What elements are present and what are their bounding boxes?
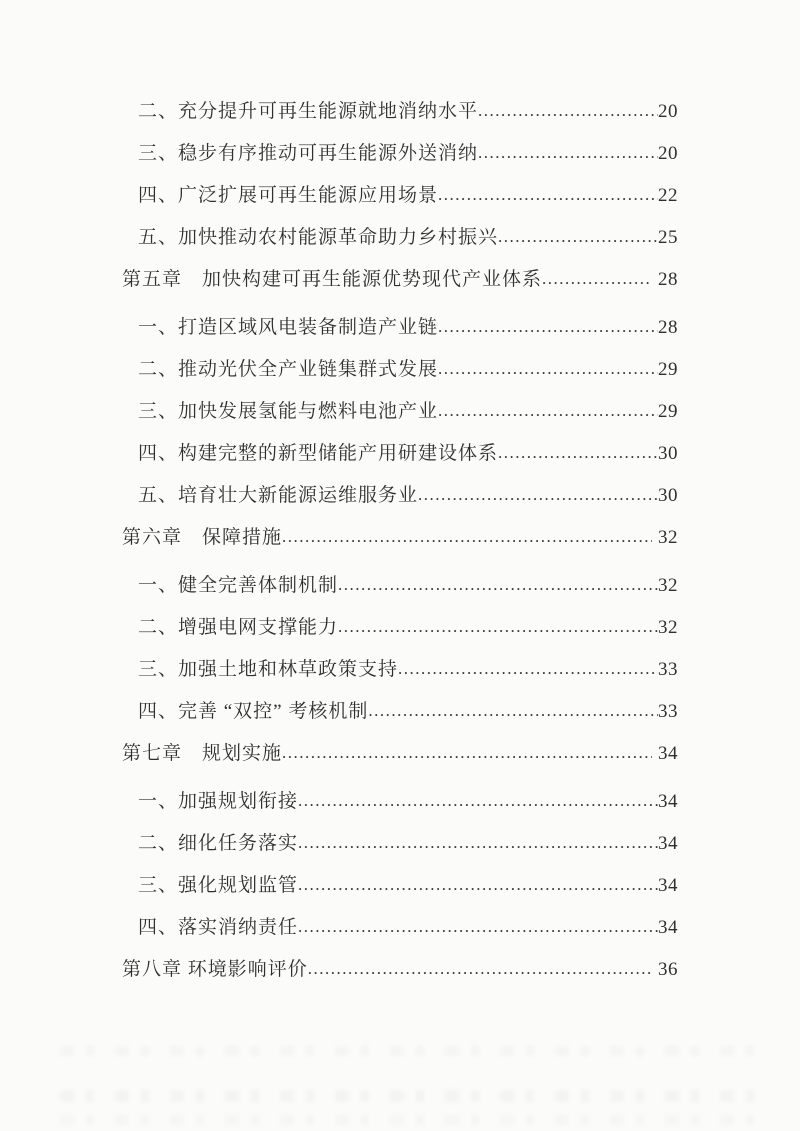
dot-leader (438, 316, 658, 338)
dot-leader (298, 874, 658, 896)
toc-entry-title: 五、培育壮大新能源运维服务业 (138, 485, 419, 506)
toc-entry-chapter (122, 527, 678, 549)
toc-entry-title: 四、广泛扩展可再生能源应用场景 (138, 185, 439, 206)
dot-leader (478, 100, 658, 122)
toc-entry-title: 一、健全完善体制机制 (138, 575, 339, 596)
dot-leader (368, 700, 658, 722)
toc-entry (122, 185, 678, 207)
dot-leader (438, 400, 658, 422)
toc-entry (122, 833, 678, 855)
toc-entry (122, 359, 678, 381)
dot-leader (398, 658, 658, 680)
toc-page-number: 33 (658, 659, 678, 680)
toc-entry-title: 四、构建完整的新型储能产用研建设体系 (138, 443, 499, 464)
toc-entry (122, 917, 678, 939)
toc-page-number: 20 (658, 143, 678, 164)
toc-page-number: 34 (658, 791, 678, 812)
toc-entry (122, 485, 678, 507)
toc-entry (122, 401, 678, 423)
dot-leader (298, 916, 658, 938)
toc-page-number: 36 (658, 959, 678, 980)
toc-page-number: 30 (658, 443, 678, 464)
table-of-contents (122, 101, 678, 1007)
toc-page-number: 34 (658, 917, 678, 938)
toc-entry-title: 四、完善 “双控” 考核机制 (138, 701, 369, 722)
toc-entry-title: 二、增强电网支撑能力 (138, 617, 339, 638)
toc-entry-title: 一、打造区域风电装备制造产业链 (138, 317, 439, 338)
toc-entry-title: 二、细化任务落实 (138, 833, 299, 854)
toc-page-number: 28 (658, 317, 678, 338)
toc-entry (122, 659, 678, 681)
toc-entry (122, 143, 678, 165)
toc-entry-title: 二、充分提升可再生能源就地消纳水平 (138, 101, 479, 122)
dot-leader (338, 574, 658, 596)
toc-page-number: 34 (658, 833, 678, 854)
toc-page-number: 28 (658, 269, 678, 290)
toc-entry (122, 443, 678, 465)
toc-entry-chapter (122, 959, 678, 981)
dot-leader (308, 958, 652, 980)
toc-entry (122, 617, 678, 639)
toc-entry (122, 791, 678, 813)
toc-page-number: 29 (658, 401, 678, 422)
toc-entry (122, 227, 678, 249)
toc-entry-title: 三、稳步有序推动可再生能源外送消纳 (138, 143, 479, 164)
toc-entry-chapter (122, 269, 678, 291)
dot-leader (498, 442, 658, 464)
toc-entry-title: 第八章 环境影响评价 (122, 959, 308, 980)
toc-entry-title: 四、落实消纳责任 (138, 917, 299, 938)
toc-entry-chapter (122, 743, 678, 765)
toc-entry-title: 第六章 保障措施 (122, 527, 283, 548)
dot-leader (438, 358, 658, 380)
dot-leader (338, 616, 658, 638)
toc-entry-title: 第五章 加快构建可再生能源优势现代产业体系 (122, 269, 543, 290)
toc-entry-title: 三、加强土地和林草政策支持 (138, 659, 399, 680)
toc-page-number: 29 (658, 359, 678, 380)
toc-entry-title: 二、推动光伏全产业链集群式发展 (138, 359, 439, 380)
toc-entry-title: 第七章 规划实施 (122, 743, 283, 764)
toc-page-number: 33 (658, 701, 678, 722)
dot-leader (438, 184, 658, 206)
dot-leader (418, 484, 658, 506)
dot-leader (542, 268, 652, 290)
toc-entry (122, 575, 678, 597)
toc-entry-title: 五、加快推动农村能源革命助力乡村振兴 (138, 227, 499, 248)
dot-leader (298, 790, 658, 812)
scan-bleedthrough-artifact (60, 1115, 760, 1125)
toc-entry-title: 一、加强规划衔接 (138, 791, 299, 812)
toc-page-number: 32 (658, 527, 678, 548)
toc-page-number: 22 (658, 185, 678, 206)
dot-leader (298, 832, 658, 854)
toc-entry-title: 三、强化规划监管 (138, 875, 299, 896)
dot-leader (282, 526, 652, 548)
scan-bleedthrough-artifact (60, 1090, 760, 1102)
toc-page-number: 34 (658, 743, 678, 764)
toc-entry (122, 101, 678, 123)
toc-page-number: 25 (658, 227, 678, 248)
toc-entry-title: 三、加快发展氢能与燃料电池产业 (138, 401, 439, 422)
toc-page-number: 32 (658, 575, 678, 596)
dot-leader (478, 142, 658, 164)
dot-leader (282, 742, 652, 764)
toc-page-number: 30 (658, 485, 678, 506)
scan-bleedthrough-artifact (60, 1046, 760, 1056)
toc-entry (122, 875, 678, 897)
toc-page-number: 32 (658, 617, 678, 638)
toc-page-number: 34 (658, 875, 678, 896)
dot-leader (498, 226, 658, 248)
toc-entry (122, 701, 678, 723)
toc-entry (122, 317, 678, 339)
toc-page-number: 20 (658, 101, 678, 122)
